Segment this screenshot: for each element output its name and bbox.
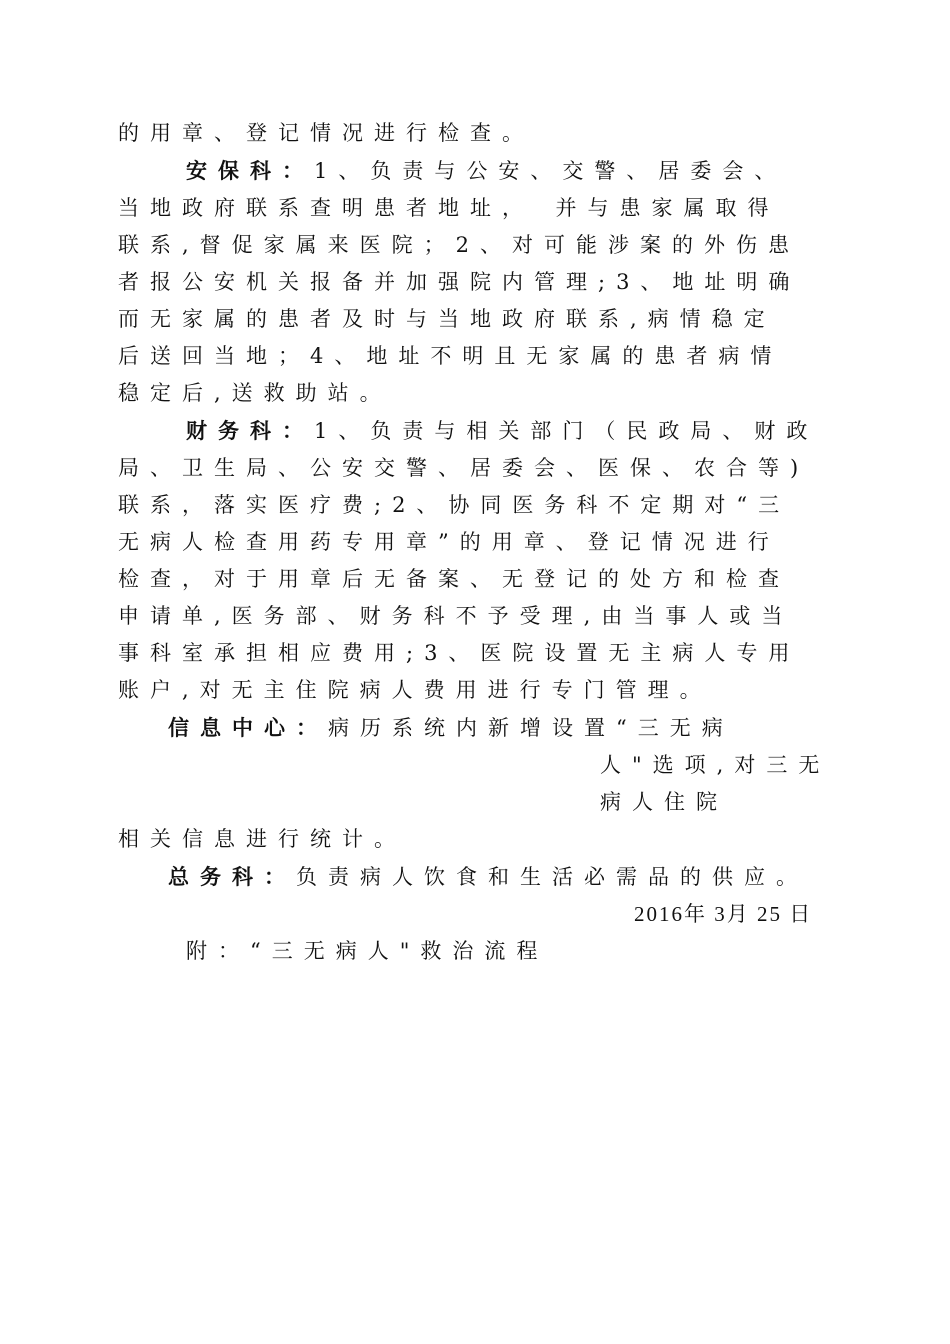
info-center-first-line <box>168 715 734 741</box>
info-center-line: 人"选项,对三无 <box>600 753 831 777</box>
general-affairs-heading: 总务科： <box>168 864 296 889</box>
security-heading: 安保科： <box>186 158 314 183</box>
attachment-note: 附：“三无病人"救治流程 <box>186 939 549 963</box>
finance-line: 1、负责与相关部门（民政局、财政 <box>314 419 819 443</box>
intro-line: 的用章、登记情况进行检查。 <box>118 121 534 145</box>
finance-first-line <box>186 418 818 444</box>
finance-line: 账户,对无主住院病人费用进行专门管理。 <box>118 678 712 702</box>
finance-line: 申请单,医务部、财务科不予受理,由当事人或当 <box>118 604 794 628</box>
document-date: 2016年 3月 25 日 <box>634 902 813 926</box>
general-affairs-text: 负责病人饮食和生活必需品的供应。 <box>296 865 808 889</box>
security-line: 联系,督促家属来医院；2、对可能涉案的外伤患 <box>118 233 801 257</box>
security-line: 1、负责与公安、交警、居委会、 <box>314 159 787 183</box>
finance-line: 无病人检查用药专用章”的用章、登记情况进行 <box>118 530 780 554</box>
security-line: 当地政府联系查明患者地址， 并与患家属取得 <box>118 196 780 220</box>
info-center-line: 相关信息进行统计。 <box>118 827 406 851</box>
security-first-line <box>186 158 786 184</box>
info-center-heading: 信息中心： <box>168 715 328 740</box>
security-line: 者报公安机关报备并加强院内管理;3、地址明确 <box>118 270 801 294</box>
general-affairs-line <box>168 864 808 890</box>
finance-line: 事科室承担相应费用;3、医院设置无主病人专用 <box>118 641 801 665</box>
info-center-line: 病人住院 <box>600 790 728 814</box>
security-line: 而无家属的患者及时与当地政府联系,病情稳定 <box>118 307 776 331</box>
security-line: 后送回当地；4、地址不明且无家属的患者病情 <box>118 344 783 368</box>
security-line: 稳定后,送救助站。 <box>118 381 392 405</box>
finance-line: 检查，对于用章后无备案、无登记的处方和检查 <box>118 567 790 591</box>
finance-heading: 财务科： <box>186 418 314 443</box>
finance-line: 联系，落实医疗费;2、协同医务科不定期对“三 <box>118 493 791 517</box>
finance-line: 局、卫生局、公安交警、居委会、医保、农合等) <box>118 456 810 480</box>
info-center-line: 病历系统内新增设置“三无病 <box>328 716 734 740</box>
